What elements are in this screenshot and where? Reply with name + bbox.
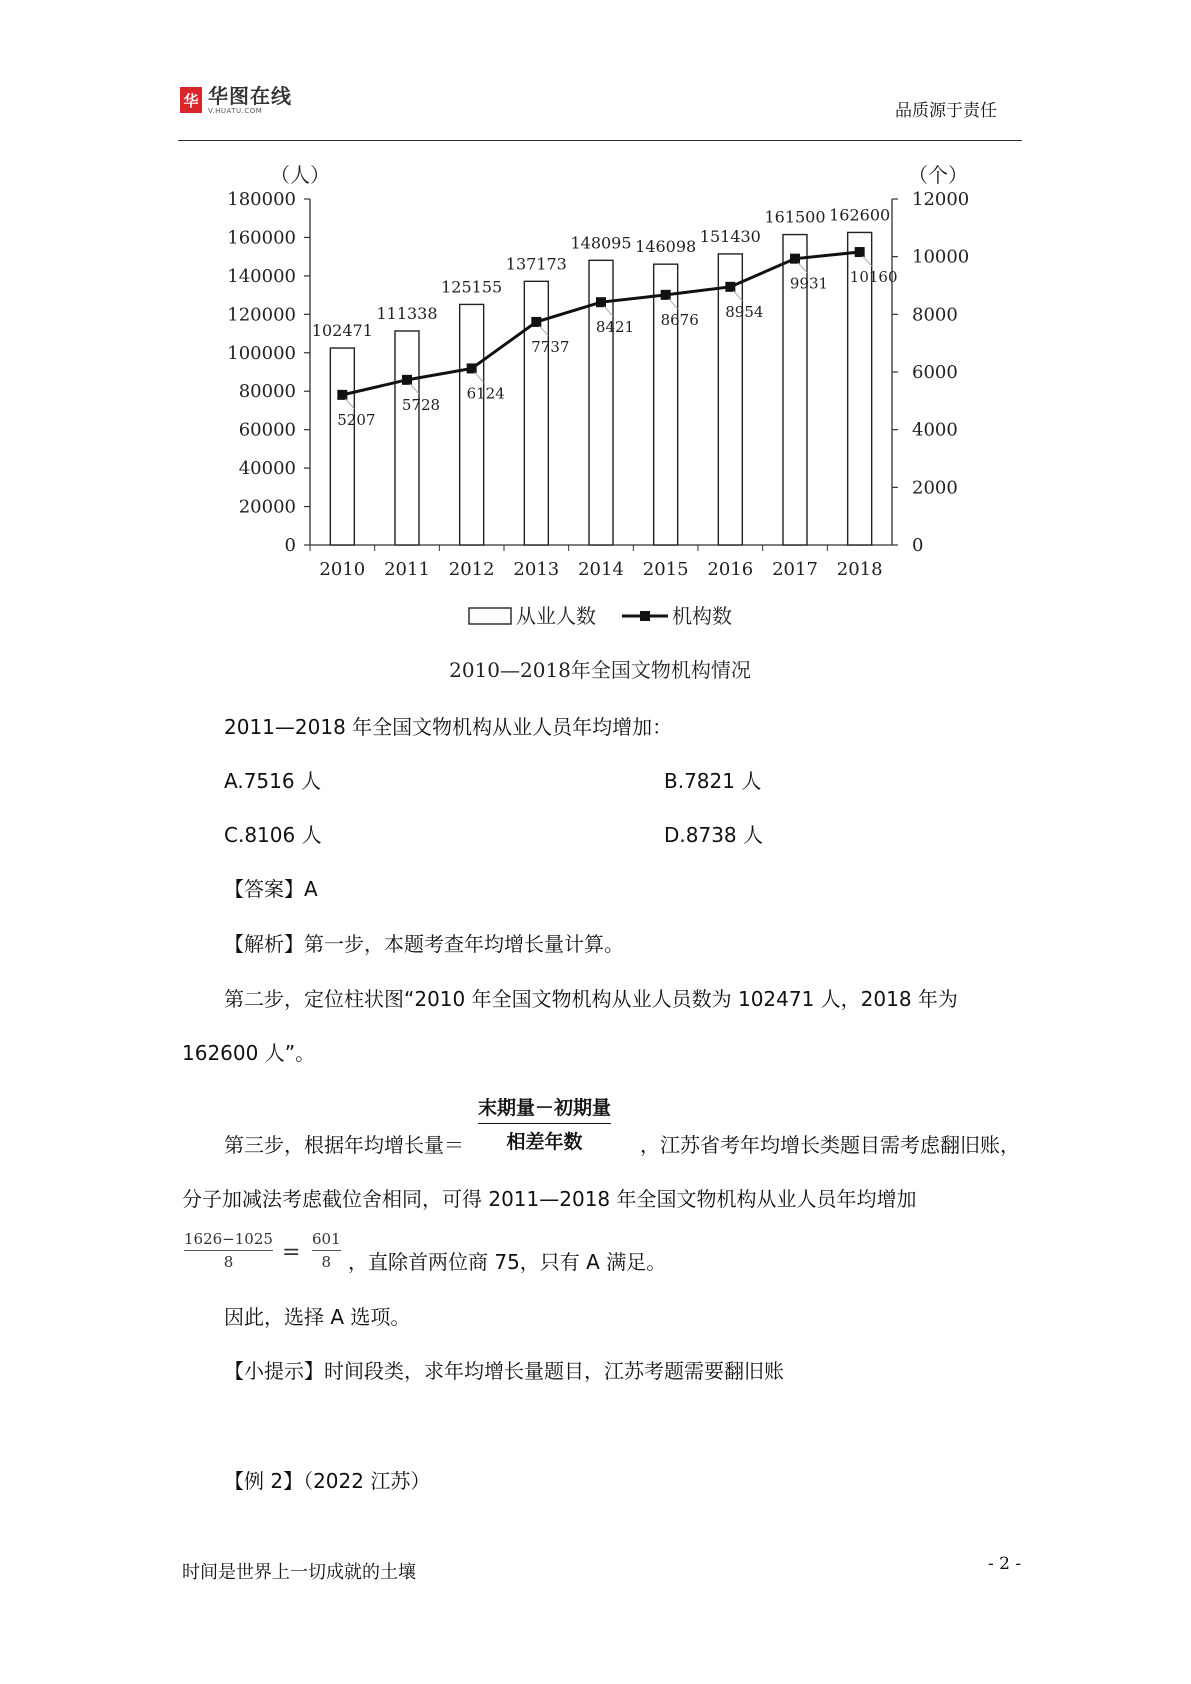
line-label-2011: 5728 xyxy=(401,395,441,414)
formula-bar xyxy=(478,1123,611,1124)
line-label-2017: 9931 xyxy=(789,274,829,293)
line-label-2014: 8421 xyxy=(595,318,635,337)
chart-title: 2010—2018年全国文物机构情况 xyxy=(449,658,751,682)
left-tick-label: 0 xyxy=(284,535,296,556)
bar-label-2011: 111338 xyxy=(376,303,438,323)
right-tick-label: 2000 xyxy=(912,477,958,499)
analysis-step-3-suffix: ，江苏省考年均增长类题目需考虑翻旧账， xyxy=(640,1133,1020,1157)
x-tick-label: 2016 xyxy=(707,559,754,580)
bar-label-2013: 137173 xyxy=(505,254,567,274)
bar-2012 xyxy=(460,304,484,545)
formula-numerator: 末期量－初期量 xyxy=(478,1097,612,1119)
x-tick-label: 2012 xyxy=(448,559,495,580)
line-point-2011 xyxy=(402,375,412,385)
calc-numerator-1: 1626−1025 xyxy=(184,1230,273,1248)
left-tick-label: 80000 xyxy=(238,381,296,403)
right-tick-label: 4000 xyxy=(912,419,958,441)
x-tick-label: 2013 xyxy=(513,559,560,580)
bar-label-2015: 146098 xyxy=(635,237,697,257)
option-b[interactable]: B.7821 人 xyxy=(664,769,762,793)
right-tick-label: 12000 xyxy=(912,189,970,210)
legend-line-label: 机构数 xyxy=(672,604,732,628)
formula-fraction xyxy=(478,1093,611,1154)
line-point-2017 xyxy=(790,254,800,264)
line-point-2016 xyxy=(725,282,735,292)
calc-denominator-1: 8 xyxy=(223,1253,234,1271)
conclusion-text: 因此，选择 A 选项。 xyxy=(224,1305,411,1329)
line-label-2015: 8676 xyxy=(660,310,699,329)
x-tick-label: 2018 xyxy=(836,559,883,580)
calc-bar-1 xyxy=(184,1250,273,1251)
line-label-2016: 8954 xyxy=(725,302,764,321)
left-tick-label: 20000 xyxy=(238,496,296,518)
legend-bar-swatch xyxy=(469,608,511,624)
calc-fraction-2 xyxy=(312,1230,341,1271)
analysis-step-2-cont: 162600 人”。 xyxy=(182,1041,316,1065)
left-tick-label: 60000 xyxy=(238,419,296,441)
bar-2010 xyxy=(330,348,354,545)
left-tick-label: 40000 xyxy=(238,458,296,480)
formula-denominator: 相差年数 xyxy=(506,1131,583,1153)
calc-fraction-1 xyxy=(184,1230,273,1271)
right-tick-label: 10000 xyxy=(912,246,970,268)
x-tick-label: 2015 xyxy=(642,559,689,580)
line-label-2013: 7737 xyxy=(531,337,570,356)
answer-text: 【答案】A xyxy=(224,877,318,901)
bar-label-2012: 125155 xyxy=(441,277,503,297)
line-point-2012 xyxy=(467,363,477,373)
line-label-2012: 6124 xyxy=(466,384,505,403)
header-slogan: 品质源于责任 xyxy=(895,101,997,121)
calc-denominator-2: 8 xyxy=(321,1253,332,1271)
line-point-2015 xyxy=(661,290,671,300)
combo-chart xyxy=(0,0,1191,700)
bar-2015 xyxy=(654,264,678,545)
page-number: - 2 - xyxy=(988,1554,1022,1574)
bar-2011 xyxy=(395,331,419,545)
legend-line-marker xyxy=(640,611,650,621)
option-a[interactable]: A.7516 人 xyxy=(224,769,321,793)
x-tick-label: 2010 xyxy=(319,559,366,580)
logo-url: V.HUATU.COM xyxy=(208,106,263,115)
analysis-step-3-line2: 分子加减法考虑截位舍相同，可得 2011—2018 年全国文物机构从业人员年均增加 xyxy=(182,1187,917,1211)
footer-motto: 时间是世界上一切成就的土壤 xyxy=(182,1562,416,1583)
left-tick-label: 160000 xyxy=(227,227,296,249)
line-label-2010: 5207 xyxy=(337,410,376,429)
bar-label-2016: 151430 xyxy=(699,226,761,246)
left-tick-label: 120000 xyxy=(227,304,296,326)
logo-icon: 华 xyxy=(180,87,202,113)
line-point-2013 xyxy=(531,317,541,327)
line-point-2014 xyxy=(596,297,606,307)
bar-label-2014: 148095 xyxy=(570,233,632,253)
analysis-step-1: 【解析】第一步，本题考查年均增长量计算。 xyxy=(224,932,624,956)
line-label-2018: 10160 xyxy=(849,268,898,287)
bar-label-2010: 102471 xyxy=(311,321,373,341)
right-tick-label: 0 xyxy=(912,535,924,556)
question-text: 2011—2018 年全国文物机构从业人员年均增加： xyxy=(224,715,673,739)
calc-numerator-2: 601 xyxy=(312,1230,341,1248)
line-point-2010 xyxy=(337,390,347,400)
option-d[interactable]: D.8738 人 xyxy=(664,823,764,847)
analysis-step-3-line3: ，直除首两位商 75，只有 A 满足。 xyxy=(348,1250,667,1274)
legend-bar-label: 从业人数 xyxy=(516,604,596,628)
example-heading: 【例 2】（2022 江苏） xyxy=(224,1469,431,1493)
right-axis-unit: （个） xyxy=(908,163,968,187)
logo-name: 华图在线 xyxy=(208,83,292,108)
calc-bar-2 xyxy=(312,1250,341,1251)
left-axis-unit: （人） xyxy=(270,163,330,187)
right-tick-label: 8000 xyxy=(912,304,958,326)
left-tick-label: 140000 xyxy=(227,265,296,287)
calc-equals: = xyxy=(282,1240,301,1265)
tip-text: 【小提示】时间段类，求年均增长量题目，江苏考题需要翻旧账 xyxy=(224,1359,784,1383)
option-c[interactable]: C.8106 人 xyxy=(224,823,322,847)
x-tick-label: 2017 xyxy=(772,559,818,580)
line-point-2018 xyxy=(855,247,865,257)
analysis-step-3-prefix: 第三步，根据年均增长量＝ xyxy=(224,1133,464,1157)
x-tick-label: 2014 xyxy=(578,559,624,580)
right-tick-label: 6000 xyxy=(912,362,958,383)
analysis-step-2: 第二步，定位柱状图“2010 年全国文物机构从业人员数为 102471 人，2018 年为 xyxy=(224,987,958,1011)
bar-2016 xyxy=(718,254,742,545)
left-tick-label: 180000 xyxy=(227,189,296,210)
left-tick-label: 100000 xyxy=(227,342,296,364)
bar-label-2018: 162600 xyxy=(829,205,891,225)
bar-label-2017: 161500 xyxy=(764,207,826,227)
x-tick-label: 2011 xyxy=(384,559,430,580)
